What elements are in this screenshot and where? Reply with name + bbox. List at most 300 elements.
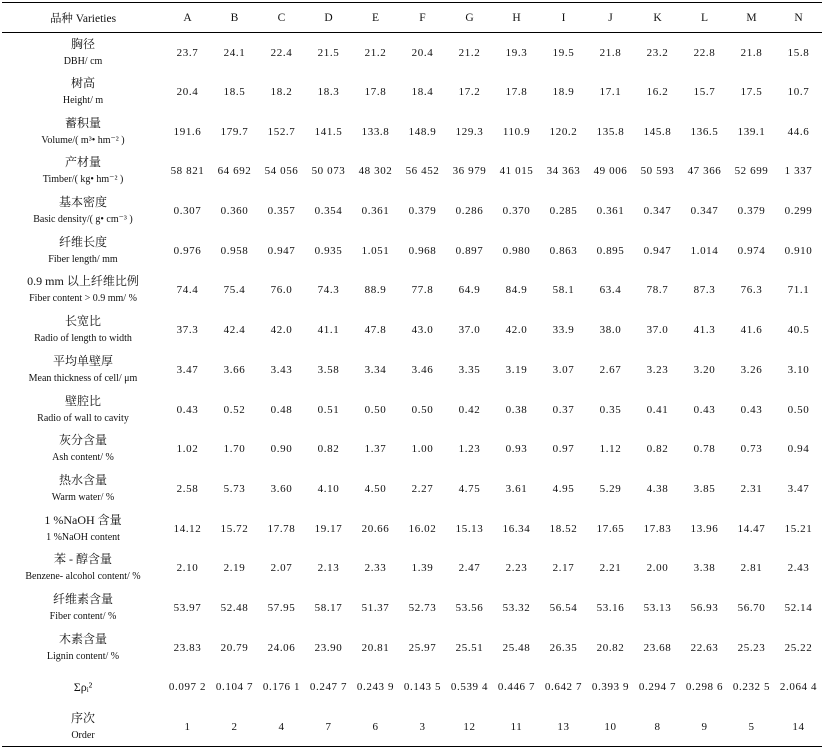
table-cell: 20.4 — [411, 46, 434, 59]
table-cell: 0.35 — [599, 403, 622, 416]
table-cell: 23.2 — [646, 46, 669, 59]
table-cell: 0.48 — [270, 403, 293, 416]
header-label: 品种 Varieties — [2, 3, 164, 33]
table-cell: 19.5 — [552, 46, 575, 59]
table-cell: 21.8 — [599, 46, 622, 59]
table-cell: 50 593 — [640, 165, 675, 178]
row-label-zh: 基本密度 — [58, 195, 107, 210]
row-label-zh: 胸径 — [70, 36, 95, 51]
table-cell: 17.65 — [596, 522, 625, 535]
table-cell: 1.014 — [690, 244, 719, 257]
table-cell: 3.38 — [693, 562, 716, 575]
table-cell: 2.31 — [740, 482, 763, 495]
row-label — [2, 72, 164, 112]
table-cell: 0.50 — [787, 403, 810, 416]
table-cell: 0.247 7 — [309, 681, 348, 694]
table-cell: 74.4 — [176, 284, 199, 297]
table-cell: 19.3 — [505, 46, 528, 59]
table-cell: 2.17 — [552, 562, 575, 575]
table-cell: 133.8 — [361, 125, 390, 138]
table-cell: 2.23 — [505, 562, 528, 575]
table-cell: 0.232 5 — [732, 681, 771, 694]
row-label-zh: 0.9 mm 以上纤维比例 — [27, 274, 139, 289]
row-label-en: DBH/ cm — [63, 55, 103, 67]
row-label-en: Benzene- alcohol content/ % — [25, 571, 141, 583]
table-cell: 53.97 — [173, 601, 202, 614]
table-cell: 53.32 — [502, 601, 531, 614]
table-cell: 75.4 — [223, 284, 246, 297]
table-cell: 0.38 — [505, 403, 528, 416]
table-cell: 14 — [775, 707, 822, 747]
table-cell: 0.97 — [552, 443, 575, 456]
table-cell: 63.4 — [599, 284, 622, 297]
table-cell: 0.52 — [223, 403, 246, 416]
table-cell: 152.7 — [267, 125, 296, 138]
table-cell: 25.22 — [784, 641, 813, 654]
table-cell: 4 — [258, 707, 305, 747]
table-cell: 2.33 — [364, 562, 387, 575]
table-cell: 1 — [164, 707, 211, 747]
table-cell: 13 — [540, 707, 587, 747]
table-cell: 0.82 — [646, 443, 669, 456]
table-cell: 136.5 — [690, 125, 719, 138]
table-body — [2, 33, 822, 747]
table-cell: 0.82 — [317, 443, 340, 456]
table-cell: 0.43 — [740, 403, 763, 416]
table-cell: 24.06 — [267, 641, 296, 654]
table-cell: 57.95 — [267, 601, 296, 614]
table-cell: 0.361 — [361, 205, 390, 218]
table-row — [2, 112, 822, 152]
table-cell: 56 452 — [405, 165, 440, 178]
table-cell: 0.980 — [502, 244, 531, 257]
table-cell: 2.10 — [176, 562, 199, 575]
table-cell: 0.50 — [411, 403, 434, 416]
table-cell: 0.642 7 — [544, 681, 583, 694]
table-cell: 0.910 — [784, 244, 813, 257]
row-label — [2, 390, 164, 430]
table-cell: 8 — [634, 707, 681, 747]
table-cell: 191.6 — [173, 125, 202, 138]
table-cell: 21.5 — [317, 46, 340, 59]
table-cell: 53.16 — [596, 601, 625, 614]
table-row — [2, 588, 822, 628]
table-cell: 0.298 6 — [685, 681, 724, 694]
table-cell: 50 073 — [311, 165, 346, 178]
table-cell: 0.41 — [646, 403, 669, 416]
table-cell: 5.29 — [599, 482, 622, 495]
column-header: H — [493, 3, 540, 33]
table-cell: 18.2 — [270, 86, 293, 99]
table-cell: 0.354 — [314, 205, 343, 218]
column-header: E — [352, 3, 399, 33]
table-cell: 4.95 — [552, 482, 575, 495]
table-row — [2, 548, 822, 588]
table-cell: 84.9 — [505, 284, 528, 297]
table-cell: 0.90 — [270, 443, 293, 456]
table-cell: 47.8 — [364, 324, 387, 337]
table-row — [2, 191, 822, 231]
table-cell: 2.58 — [176, 482, 199, 495]
table-cell: 0.51 — [317, 403, 340, 416]
table-cell: 54 056 — [264, 165, 299, 178]
table-cell: 0.974 — [737, 244, 766, 257]
column-header: C — [258, 3, 305, 33]
varieties-table — [2, 2, 822, 747]
table-row — [2, 668, 822, 708]
table-cell: 120.2 — [549, 125, 578, 138]
table-cell: 0.73 — [740, 443, 763, 456]
table-cell: 0.097 2 — [168, 681, 207, 694]
table-cell: 3.66 — [223, 363, 246, 376]
table-cell: 3.43 — [270, 363, 293, 376]
table-cell: 3.10 — [787, 363, 810, 376]
table-row — [2, 350, 822, 390]
table-cell: 1.12 — [599, 443, 622, 456]
table-cell: 2.67 — [599, 363, 622, 376]
table-cell: 3.46 — [411, 363, 434, 376]
row-label-en: Lignin content/ % — [46, 650, 120, 662]
row-label — [2, 628, 164, 668]
table-cell: 26.35 — [549, 641, 578, 654]
table-cell: 15.72 — [220, 522, 249, 535]
table-cell: 16.02 — [408, 522, 437, 535]
table-cell: 3.34 — [364, 363, 387, 376]
table-row — [2, 33, 822, 73]
table-cell: 17.1 — [599, 86, 622, 99]
table-cell: 18.9 — [552, 86, 575, 99]
table-cell: 17.8 — [505, 86, 528, 99]
table-cell: 1.00 — [411, 443, 434, 456]
table-cell: 48 302 — [358, 165, 393, 178]
table-cell: 2.47 — [458, 562, 481, 575]
row-label-en: Order — [71, 729, 95, 741]
table-cell: 17.5 — [740, 86, 763, 99]
table-cell: 15.8 — [787, 46, 810, 59]
table-cell: 14.47 — [737, 522, 766, 535]
table-cell: 0.347 — [643, 205, 672, 218]
table-cell: 34 363 — [546, 165, 581, 178]
table-cell: 0.37 — [552, 403, 575, 416]
row-label-zh: 产材量 — [64, 155, 101, 170]
table-cell: 74.3 — [317, 284, 340, 297]
table-cell: 25.48 — [502, 641, 531, 654]
table-cell: 4.75 — [458, 482, 481, 495]
row-label-en: Radio of wall to cavity — [37, 412, 129, 424]
row-label — [2, 271, 164, 311]
table-cell: 21.2 — [364, 46, 387, 59]
table-cell: 52 699 — [734, 165, 769, 178]
table-cell: 0.42 — [458, 403, 481, 416]
table-cell: 56.54 — [549, 601, 578, 614]
table-cell: 71.1 — [787, 284, 810, 297]
table-cell: 22.63 — [690, 641, 719, 654]
table-cell: 2.07 — [270, 562, 293, 575]
table-cell: 0.78 — [693, 443, 716, 456]
table-cell: 20.4 — [176, 86, 199, 99]
table-cell: 3.20 — [693, 363, 716, 376]
row-label-zh: 木素含量 — [58, 631, 107, 646]
table-cell: 10 — [587, 707, 634, 747]
table-cell: 23.68 — [643, 641, 672, 654]
row-label-zh: 树高 — [70, 76, 95, 91]
table-cell: 18.5 — [223, 86, 246, 99]
table-cell: 18.3 — [317, 86, 340, 99]
table-cell: 2.19 — [223, 562, 246, 575]
table-cell: 33.9 — [552, 324, 575, 337]
table-cell: 0.539 4 — [450, 681, 489, 694]
table-cell: 23.83 — [173, 641, 202, 654]
table-cell: 17.2 — [458, 86, 481, 99]
table-cell: 25.51 — [455, 641, 484, 654]
column-header: N — [775, 3, 822, 33]
table-row — [2, 72, 822, 112]
table-cell: 3 — [399, 707, 446, 747]
table-cell: 16.2 — [646, 86, 669, 99]
table-cell: 2.13 — [317, 562, 340, 575]
table-cell: 25.23 — [737, 641, 766, 654]
row-label-zh: 壁腔比 — [64, 393, 101, 408]
table-cell: 25.97 — [408, 641, 437, 654]
table-cell: 0.446 7 — [497, 681, 536, 694]
table-cell: 3.58 — [317, 363, 340, 376]
table-cell: 37.0 — [646, 324, 669, 337]
table-cell: 58.17 — [314, 601, 343, 614]
table-row — [2, 429, 822, 469]
table-cell: 21.8 — [740, 46, 763, 59]
table-cell: 1 337 — [784, 165, 813, 178]
table-cell: 3.47 — [787, 482, 810, 495]
table-cell: 5 — [728, 707, 775, 747]
table-cell: 64 692 — [217, 165, 252, 178]
table-cell: 2.43 — [787, 562, 810, 575]
table-cell: 87.3 — [693, 284, 716, 297]
table-cell: 2.27 — [411, 482, 434, 495]
table-cell: 22.4 — [270, 46, 293, 59]
table-cell: 5.73 — [223, 482, 246, 495]
table-cell: 0.361 — [596, 205, 625, 218]
table-cell: 3.07 — [552, 363, 575, 376]
table-cell: 4.10 — [317, 482, 340, 495]
table-cell: 0.393 9 — [591, 681, 630, 694]
row-label-en: Volume/( m³• hm⁻² ) — [41, 134, 125, 146]
table-cell: 41.6 — [740, 324, 763, 337]
table-cell: 88.9 — [364, 284, 387, 297]
row-label-en: Fiber length/ mm — [48, 253, 118, 265]
row-label-zh: 灰分含量 — [58, 433, 107, 448]
row-label — [2, 191, 164, 231]
table-cell: 0.294 7 — [638, 681, 677, 694]
row-label-en: Fiber content/ % — [49, 610, 117, 622]
table-cell: 37.3 — [176, 324, 199, 337]
row-label-zh: 序次 — [70, 710, 95, 725]
table-cell: 145.8 — [643, 125, 672, 138]
table-cell: 2 — [211, 707, 258, 747]
table-cell: 0.895 — [596, 244, 625, 257]
table-cell: 41.1 — [317, 324, 340, 337]
table-cell: 0.357 — [267, 205, 296, 218]
row-label-en: Basic density/( g• cm⁻³ ) — [33, 214, 133, 226]
table-cell: 0.935 — [314, 244, 343, 257]
table-cell: 0.50 — [364, 403, 387, 416]
row-label — [2, 152, 164, 192]
table-cell: 20.81 — [361, 641, 390, 654]
table-row — [2, 310, 822, 350]
row-label-en: Timber/( kg• hm⁻² ) — [42, 174, 124, 186]
table-cell: 3.35 — [458, 363, 481, 376]
table-cell: 18.52 — [549, 522, 578, 535]
table-cell: 0.176 1 — [262, 681, 301, 694]
row-label-en: 1 %NaOH content — [46, 531, 120, 543]
table-cell: 0.379 — [737, 205, 766, 218]
table-cell: 0.43 — [693, 403, 716, 416]
table-cell: 10.7 — [787, 86, 810, 99]
table-cell: 3.60 — [270, 482, 293, 495]
row-label-zh: 热水含量 — [58, 472, 107, 487]
table-cell: 0.947 — [267, 244, 296, 257]
table-cell: 23.7 — [176, 46, 199, 59]
table-cell: 52.73 — [408, 601, 437, 614]
table-cell: 3.26 — [740, 363, 763, 376]
table-cell: 0.93 — [505, 443, 528, 456]
table-cell: 40.5 — [787, 324, 810, 337]
row-label — [2, 469, 164, 509]
table-cell: 22.8 — [693, 46, 716, 59]
table-cell: 38.0 — [599, 324, 622, 337]
table-cell: 18.4 — [411, 86, 434, 99]
table-cell: 11 — [493, 707, 540, 747]
row-label — [2, 112, 164, 152]
table-cell: 0.286 — [455, 205, 484, 218]
table-cell: 16.34 — [502, 522, 531, 535]
table-cell: 0.299 — [784, 205, 813, 218]
table-cell: 51.37 — [361, 601, 390, 614]
table-cell: 2.00 — [646, 562, 669, 575]
table-cell: 53.56 — [455, 601, 484, 614]
row-label — [2, 350, 164, 390]
table-cell: 129.3 — [455, 125, 484, 138]
table-cell: 42.0 — [270, 324, 293, 337]
table-cell: 3.23 — [646, 363, 669, 376]
table-row — [2, 469, 822, 509]
row-label — [2, 509, 164, 549]
table-cell: 24.1 — [223, 46, 246, 59]
row-label-zh: 蓄积量 — [64, 115, 101, 130]
table-cell: 110.9 — [502, 125, 531, 138]
table-cell: 37.0 — [458, 324, 481, 337]
table-row — [2, 231, 822, 271]
table-cell: 0.94 — [787, 443, 810, 456]
table-cell: 1.051 — [361, 244, 390, 257]
row-label-zh: Σρᵢ² — [73, 679, 93, 694]
table-row — [2, 628, 822, 668]
table-row — [2, 509, 822, 549]
column-header: L — [681, 3, 728, 33]
table-cell: 44.6 — [787, 125, 810, 138]
row-label-zh: 平均单壁厚 — [52, 353, 113, 368]
table-cell: 1.70 — [223, 443, 246, 456]
table-cell: 0.307 — [173, 205, 202, 218]
table-cell: 12 — [446, 707, 493, 747]
row-label-zh: 纤维长度 — [58, 234, 107, 249]
table-row — [2, 390, 822, 430]
table-cell: 0.347 — [690, 205, 719, 218]
table-cell: 1.37 — [364, 443, 387, 456]
table-cell: 3.19 — [505, 363, 528, 376]
table-cell: 17.78 — [267, 522, 296, 535]
column-header: K — [634, 3, 681, 33]
table-cell: 4.50 — [364, 482, 387, 495]
table-cell: 20.82 — [596, 641, 625, 654]
row-label-en: Height/ m — [62, 95, 104, 107]
table-cell: 13.96 — [690, 522, 719, 535]
table-cell: 58.1 — [552, 284, 575, 297]
table-cell: 0.285 — [549, 205, 578, 218]
table-cell: 14.12 — [173, 522, 202, 535]
table-cell: 7 — [305, 707, 352, 747]
table-cell: 64.9 — [458, 284, 481, 297]
table-cell: 3.61 — [505, 482, 528, 495]
table-cell: 2.064 4 — [779, 681, 818, 694]
table-row — [2, 271, 822, 311]
table-cell: 148.9 — [408, 125, 437, 138]
row-label — [2, 548, 164, 588]
table-cell: 42.4 — [223, 324, 246, 337]
column-header: D — [305, 3, 352, 33]
header-row — [2, 3, 822, 33]
row-label-en: Ash content/ % — [52, 452, 114, 464]
table-cell: 58 821 — [170, 165, 205, 178]
table-cell: 15.13 — [455, 522, 484, 535]
table-cell: 56.93 — [690, 601, 719, 614]
row-label — [2, 310, 164, 350]
table-cell: 1.23 — [458, 443, 481, 456]
table-cell: 17.8 — [364, 86, 387, 99]
table-cell: 0.863 — [549, 244, 578, 257]
table-cell: 23.90 — [314, 641, 343, 654]
row-label-zh: 长宽比 — [64, 314, 101, 329]
table-cell: 76.0 — [270, 284, 293, 297]
table-cell: 1.02 — [176, 443, 199, 456]
table-cell: 1.39 — [411, 562, 434, 575]
table-cell: 53.13 — [643, 601, 672, 614]
table-cell: 52.48 — [220, 601, 249, 614]
table-cell: 179.7 — [220, 125, 249, 138]
table-row — [2, 152, 822, 192]
table-cell: 6 — [352, 707, 399, 747]
table-cell: 0.897 — [455, 244, 484, 257]
table-cell: 0.104 7 — [215, 681, 254, 694]
row-label-zh: 1 %NaOH 含量 — [44, 512, 122, 527]
row-label-en: Radio of length to width — [34, 333, 132, 345]
table-cell: 78.7 — [646, 284, 669, 297]
table-cell: 17.83 — [643, 522, 672, 535]
table-cell: 36 979 — [452, 165, 487, 178]
table-cell: 0.370 — [502, 205, 531, 218]
table-cell: 4.38 — [646, 482, 669, 495]
row-label — [2, 707, 164, 747]
table-cell: 41 015 — [499, 165, 534, 178]
column-header: F — [399, 3, 446, 33]
column-header: G — [446, 3, 493, 33]
table-cell: 15.21 — [784, 522, 813, 535]
table-cell: 77.8 — [411, 284, 434, 297]
table-cell: 20.66 — [361, 522, 390, 535]
table-cell: 135.8 — [596, 125, 625, 138]
row-label — [2, 588, 164, 628]
table-cell: 56.70 — [737, 601, 766, 614]
row-label-zh: 苯 - 醇含量 — [54, 552, 112, 567]
